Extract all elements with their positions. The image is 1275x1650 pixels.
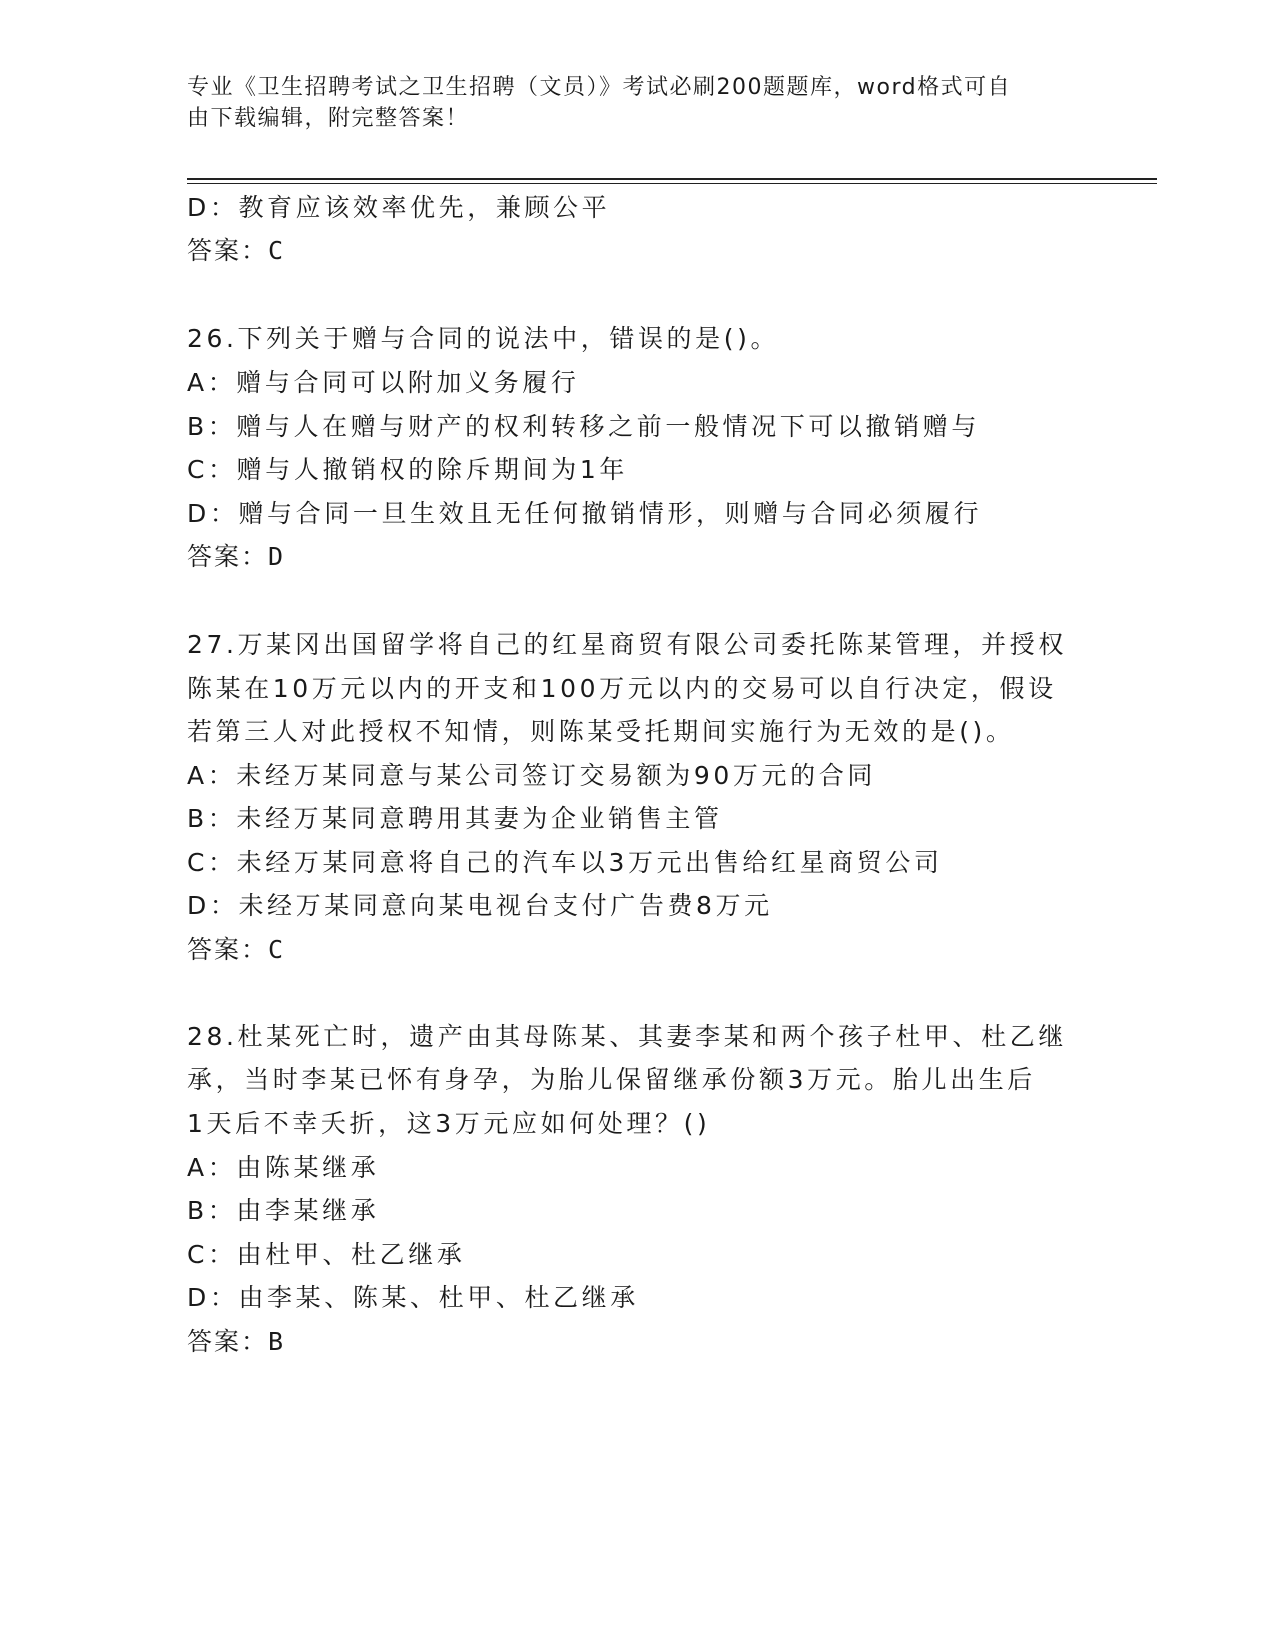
answer-label: 答案： bbox=[187, 236, 269, 265]
q27-answer bbox=[187, 933, 285, 967]
q26-option-b: B：赠与人在赠与财产的权利转移之前一般情况下可以撤销赠与 bbox=[187, 412, 980, 441]
answer-label: 答案： bbox=[187, 1327, 269, 1356]
q26-stem: 26.下列关于赠与合同的说法中，错误的是()。 bbox=[187, 324, 780, 353]
header-divider-thin bbox=[187, 183, 1157, 184]
q28-option-c: C：由杜甲、杜乙继承 bbox=[187, 1240, 466, 1269]
q27-stem-line-2: 陈某在10万元以内的开支和100万元以内的交易可以自行决定，假设 bbox=[187, 674, 1057, 703]
q28-option-d: D：由李某、陈某、杜甲、杜乙继承 bbox=[187, 1283, 639, 1312]
q26-option-a: A：赠与合同可以附加义务履行 bbox=[187, 368, 580, 397]
q25-option-d: D：教育应该效率优先，兼顾公平 bbox=[187, 193, 611, 222]
q27-option-d: D：未经万某同意向某电视台支付广告费8万元 bbox=[187, 891, 773, 920]
q28-option-b: B：由李某继承 bbox=[187, 1196, 380, 1225]
header-line-1: 专业《卫生招聘考试之卫生招聘（文员）》考试必刷200题题库，word格式可自 bbox=[187, 75, 1012, 100]
document-header bbox=[187, 72, 1067, 134]
q26-option-d: D：赠与合同一旦生效且无任何撤销情形，则赠与合同必须履行 bbox=[187, 499, 983, 528]
answer-value: C bbox=[268, 935, 286, 964]
q26-answer bbox=[187, 540, 285, 574]
q28-option-a: A：由陈某继承 bbox=[187, 1153, 380, 1182]
q28-stem-line-2: 承，当时李某已怀有身孕，为胎儿保留继承份额3万元。胎儿出生后 bbox=[187, 1065, 1036, 1094]
header-divider-thick bbox=[187, 178, 1157, 180]
header-line-2: 由下载编辑，附完整答案！ bbox=[187, 106, 470, 131]
q27-option-c: C：未经万某同意将自己的汽车以3万元出售给红星商贸公司 bbox=[187, 848, 943, 877]
q26-option-c: C：赠与人撤销权的除斥期间为1年 bbox=[187, 455, 628, 484]
answer-value: B bbox=[268, 1327, 286, 1356]
q28-stem-line-1: 28.杜某死亡时，遗产由其母陈某、其妻李某和两个孩子杜甲、杜乙继 bbox=[187, 1022, 1067, 1051]
q27-option-a: A：未经万某同意与某公司签订交易额为90万元的合同 bbox=[187, 761, 876, 790]
q28-answer bbox=[187, 1325, 285, 1359]
q25-answer bbox=[187, 234, 285, 268]
answer-label: 答案： bbox=[187, 542, 269, 571]
q27-stem-line-3: 若第三人对此授权不知情，则陈某受托期间实施行为无效的是()。 bbox=[187, 717, 1015, 746]
q27-option-b: B：未经万某同意聘用其妻为企业销售主管 bbox=[187, 804, 723, 833]
q27-stem-line-1: 27.万某冈出国留学将自己的红星商贸有限公司委托陈某管理，并授权 bbox=[187, 630, 1067, 659]
answer-value: D bbox=[268, 542, 286, 571]
answer-value: C bbox=[268, 236, 286, 265]
q28-stem-line-3: 1天后不幸夭折，这3万元应如何处理？() bbox=[187, 1109, 711, 1138]
answer-label: 答案： bbox=[187, 935, 269, 964]
